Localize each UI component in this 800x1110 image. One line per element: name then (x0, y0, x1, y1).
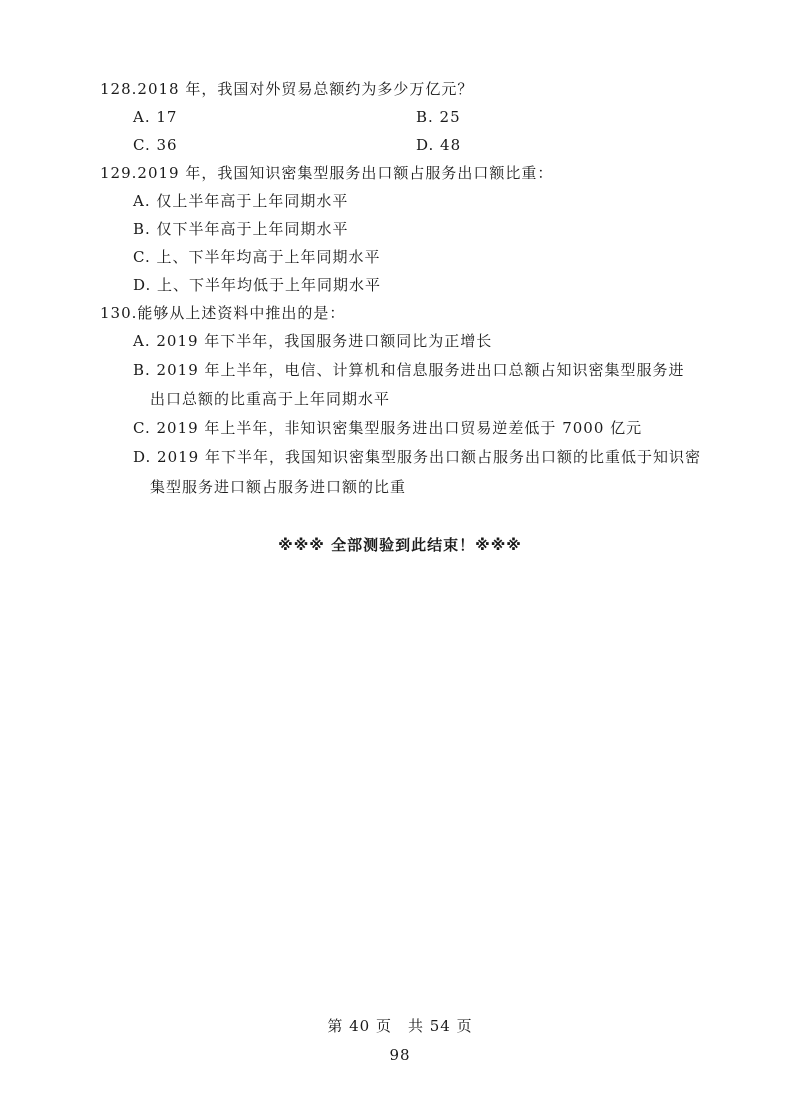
question-128 (100, 79, 473, 99)
option-129-d: D. 上、下半年均低于上年同期水平 (133, 276, 382, 294)
question-number: 128. (100, 80, 138, 98)
option-130-b-line1: B. 2019 年上半年，电信、计算机和信息服务进出口总额占知识密集型服务进 (133, 361, 685, 379)
question-number: 129. (100, 164, 138, 182)
option-130-c: C. 2019 年上半年，非知识密集型服务进出口贸易逆差低于 7000 亿元 (133, 419, 643, 437)
question-129 (100, 163, 553, 183)
option-128-d: D. 48 (416, 136, 462, 154)
option-129-c: C. 上、下半年均高于上年同期水平 (133, 248, 381, 266)
end-of-test-notice: ※※※ 全部测验到此结束！※※※ (278, 536, 522, 554)
option-130-d-line2: 集型服务进口额占服务进口额的比重 (150, 478, 407, 496)
option-128-a: A. 17 (133, 108, 178, 126)
option-129-a: A. 仅上半年高于上年同期水平 (133, 192, 349, 210)
option-130-d-line1: D. 2019 年下半年，我国知识密集型服务出口额占服务出口额的比重低于知识密 (133, 448, 701, 466)
question-stem: 2018 年，我国对外贸易总额约为多少万亿元？ (137, 80, 474, 98)
question-number: 130. (100, 304, 138, 322)
option-130-b-line2: 出口总额的比重高于上年同期水平 (150, 390, 391, 408)
option-128-c: C. 36 (133, 136, 178, 154)
page-info: 第 40 页 共 54 页 (327, 1017, 473, 1035)
page-number: 98 (389, 1046, 411, 1064)
question-130 (100, 303, 345, 323)
option-129-b: B. 仅下半年高于上年同期水平 (133, 220, 349, 238)
question-stem: 2019 年，我国知识密集型服务出口额占服务出口额比重： (137, 164, 554, 182)
option-130-a: A. 2019 年下半年，我国服务进口额同比为正增长 (133, 332, 493, 350)
option-128-b: B. 25 (416, 108, 461, 126)
question-stem: 能够从上述资料中推出的是： (137, 304, 346, 322)
